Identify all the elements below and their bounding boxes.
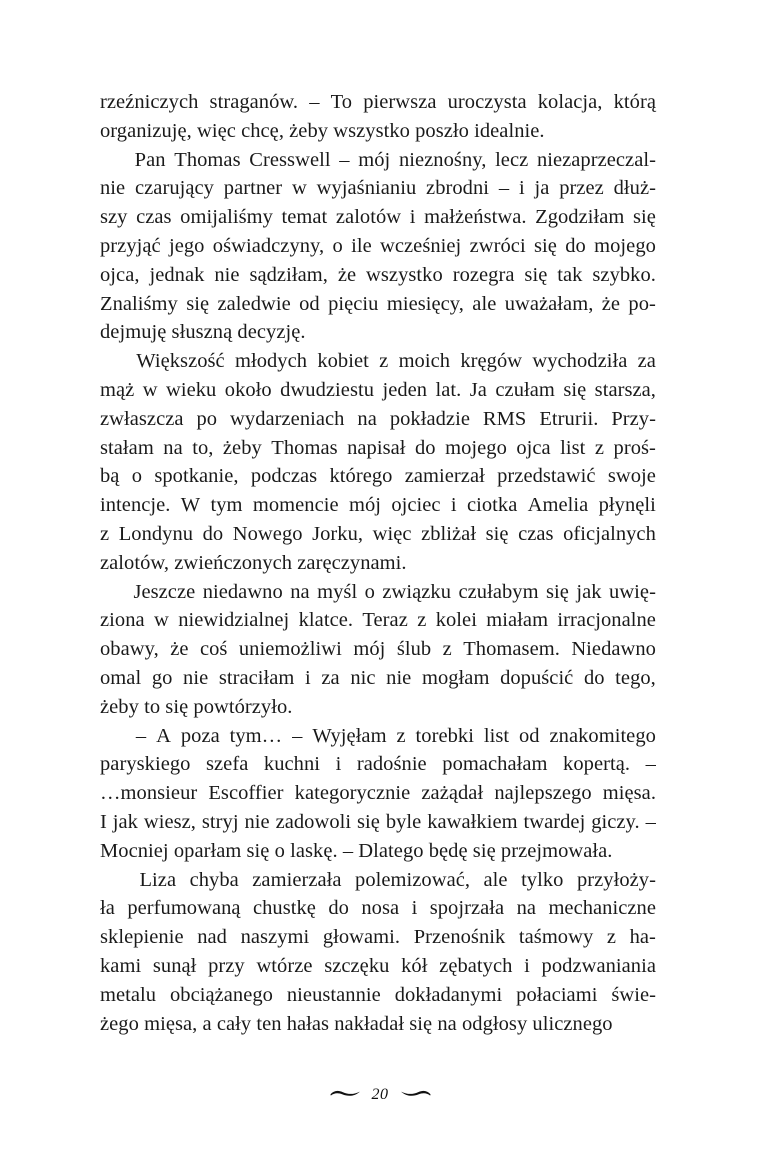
word: sunął (152, 954, 197, 977)
wave-swash-ornament-right (398, 1086, 432, 1104)
word: zadowoli (275, 810, 352, 833)
word: stałam (100, 436, 154, 459)
word: którego (329, 465, 393, 488)
word: przyjąć (100, 234, 161, 257)
text-line (100, 952, 656, 981)
word: ja (534, 177, 550, 200)
word: ziona (100, 609, 145, 632)
word: znakomitego (549, 724, 656, 747)
word: Escoffier (208, 782, 284, 805)
word: miałam (486, 609, 549, 632)
word: płynęli (598, 494, 656, 517)
word: i (335, 753, 342, 776)
word: na (163, 436, 183, 459)
word: zwłaszcza (100, 407, 184, 430)
word: od (299, 292, 320, 315)
text-line (100, 232, 656, 261)
text-line (100, 578, 656, 607)
word: radośnie (356, 753, 427, 776)
word: po- (628, 292, 656, 315)
word: taśmowy (518, 926, 594, 949)
word: i (450, 494, 457, 517)
text-line (100, 635, 656, 664)
word: mogłam (421, 666, 490, 689)
word: ale (483, 868, 508, 891)
word: Zgodziłam (535, 206, 625, 229)
word: ha- (629, 926, 656, 949)
word: się (524, 263, 548, 286)
word: kategorycznie (294, 782, 411, 805)
word: dokładanymi (394, 983, 503, 1006)
word: Thomasem. (463, 638, 560, 661)
word: i (305, 666, 311, 689)
word: zbliżał (421, 522, 477, 545)
paragraph-indent (100, 578, 126, 607)
word: na (357, 407, 377, 430)
word: z (396, 724, 406, 747)
word: Przy- (611, 407, 656, 430)
text-line (100, 779, 656, 808)
word: od (519, 724, 540, 747)
word: wiesz, (143, 810, 196, 833)
word: Londynu (118, 522, 194, 545)
word: się (186, 292, 210, 315)
word: byle (385, 810, 422, 833)
word: wydarzeniach (230, 407, 345, 430)
word: straciłam (218, 666, 295, 689)
word: jak (576, 580, 602, 603)
word: świe- (611, 983, 656, 1006)
word: list (483, 724, 510, 747)
word: w (291, 177, 307, 200)
page-footer-folio (0, 1086, 760, 1104)
word: intencje. (100, 494, 171, 517)
word: młodych (234, 350, 308, 373)
word: Thomas (271, 436, 338, 459)
word: kami (100, 954, 142, 977)
word: To (330, 91, 353, 113)
word: W (180, 494, 201, 517)
word: nie (100, 177, 126, 200)
word: którą (613, 91, 656, 113)
text-line: Mocniej oparłam się o laskę. – Dlatego będę się przejmowała. (100, 839, 613, 862)
text-line (100, 722, 656, 751)
word: – (645, 753, 656, 776)
word: …monsieur (100, 782, 198, 805)
word: klatce. (298, 609, 354, 632)
word: kręgów (460, 350, 523, 373)
word: Wyjęłam (312, 724, 387, 747)
word: z (379, 350, 389, 373)
word: omal (100, 666, 142, 689)
word: kawałkiem (427, 810, 518, 833)
word: ślub (396, 638, 432, 661)
word: zbrodni (426, 177, 490, 200)
word: naszymi (240, 926, 310, 949)
word: nie (386, 666, 412, 689)
word: o (131, 465, 143, 488)
word: tym (210, 494, 243, 517)
word: pięciu (328, 292, 379, 315)
word: miesięcy, (386, 292, 464, 315)
word: poza (180, 724, 220, 747)
page-number: 20 (371, 1085, 389, 1103)
text-line (100, 376, 656, 405)
word: zalotów (335, 206, 402, 229)
word: się (357, 810, 380, 833)
word: mój (358, 148, 391, 171)
paragraph (100, 578, 656, 722)
word: do (202, 522, 224, 545)
text-line (100, 808, 656, 837)
word: obciążanego (169, 983, 273, 1006)
word: bą (100, 465, 120, 488)
paragraph-indent (100, 347, 126, 376)
word: rzeźniczych (100, 91, 199, 113)
word: Amelia (527, 494, 589, 517)
text-line (100, 491, 656, 520)
word: szy (100, 206, 128, 229)
word: twardej (523, 810, 586, 833)
word: momencie (252, 494, 339, 517)
word: kobiet (317, 350, 369, 373)
word: Niedawno (571, 638, 656, 661)
word: z (417, 609, 427, 632)
word: ojca, (100, 263, 140, 286)
word: – (292, 724, 303, 747)
word: I (100, 810, 107, 833)
word: głowami. (322, 926, 401, 949)
text-line: żego mięsa, a cały ten hałas nakładał się na odgłosy ulicznego (100, 1012, 613, 1035)
word: i (411, 897, 418, 920)
word: ile (351, 234, 372, 257)
word: połaciami (516, 983, 598, 1006)
paragraph-indent (100, 146, 126, 175)
word: kolei (435, 609, 477, 632)
word: nic (350, 666, 376, 689)
word: wychodziła (532, 350, 628, 373)
word: go (151, 666, 173, 689)
word: nieustannie (286, 983, 381, 1006)
word: przez (559, 177, 604, 200)
word: wtórze (256, 954, 313, 977)
word: coś (199, 638, 228, 661)
text-line (100, 261, 656, 290)
word: rozegra (452, 263, 515, 286)
word: uwię- (609, 580, 656, 603)
word: mojego (594, 234, 656, 257)
word: dwudziestu (280, 378, 375, 401)
word: straganów. (209, 91, 299, 113)
word: kolacja, (537, 91, 603, 113)
word: mechaniczne (548, 897, 656, 920)
word: na (516, 897, 537, 920)
word: spojrzała (429, 897, 505, 920)
word: perfumowaną (127, 897, 241, 920)
word: irracjonalne (557, 609, 656, 632)
word: wieku (166, 378, 217, 401)
word: sądziłam, (249, 263, 328, 286)
word: Przenośnik (413, 926, 506, 949)
word: lat. (435, 378, 462, 401)
word: tego, (615, 666, 656, 689)
text-line: dejmuję słuszną decyzję. (100, 321, 306, 344)
word: o (364, 580, 375, 603)
word: Thomas (174, 148, 241, 171)
word: w (154, 609, 169, 632)
word: oświadczyny, (212, 234, 325, 257)
paragraph (100, 722, 656, 866)
word: niewidzialnej (178, 609, 290, 632)
text-line (100, 664, 656, 693)
text-line (100, 174, 656, 203)
word: kopertą. (563, 753, 631, 776)
word: jeden (382, 378, 428, 401)
word: mąż (100, 378, 135, 401)
word: i (524, 954, 530, 977)
word: paryskiego (100, 753, 191, 776)
paragraph-indent (100, 866, 126, 895)
word: zamierzał (404, 465, 485, 488)
word: zwróci (469, 234, 526, 257)
word: z (606, 926, 617, 949)
word: z (100, 522, 110, 545)
word: stryj (201, 810, 239, 833)
word: że (601, 292, 621, 315)
word: podczas (250, 465, 318, 488)
text-line (100, 146, 656, 175)
paragraph (100, 347, 656, 577)
word: polemizować, (355, 868, 471, 891)
word: giczy. (591, 810, 640, 833)
text-line (100, 290, 656, 319)
word: omijaliśmy (180, 206, 273, 229)
wave-swash-ornament-left (329, 1086, 363, 1104)
word: chyba (189, 868, 239, 891)
word: i (518, 177, 525, 200)
word: tak (557, 263, 583, 286)
word: Teraz (362, 609, 408, 632)
word: że (170, 638, 189, 661)
word: szczęku (324, 954, 390, 977)
word: ojciec (391, 494, 441, 517)
word: niedawno (202, 580, 283, 603)
word: – (339, 148, 350, 171)
word: ciotka (466, 494, 518, 517)
paragraph (100, 866, 656, 1039)
word: Etrurii. (539, 407, 599, 430)
text-line (100, 405, 656, 434)
word: pierwsza (363, 91, 437, 113)
word: nieznośny, (398, 148, 487, 171)
word: czułam (495, 378, 555, 401)
word: wcześniej (380, 234, 462, 257)
word: czas (518, 522, 554, 545)
word: Jorku, (312, 522, 364, 545)
word: podzwaniania (541, 954, 656, 977)
word: uważałam, (504, 292, 594, 315)
word: się (546, 580, 569, 603)
text-line (100, 866, 656, 895)
word: swoje (607, 465, 656, 488)
word: wszystko (366, 263, 443, 286)
word: niezaprzeczal- (536, 148, 656, 171)
word: o (332, 234, 343, 257)
word: Pan (134, 148, 166, 171)
word: Jeszcze (133, 580, 196, 603)
word: przy (208, 954, 245, 977)
word: tym… (229, 724, 283, 747)
word: pokładzie (389, 407, 470, 430)
word: Większość (136, 350, 225, 373)
word: RMS (482, 407, 527, 430)
word: nie (183, 666, 209, 689)
word: – (645, 810, 656, 833)
word: czas (136, 206, 172, 229)
word: po (196, 407, 218, 430)
word: ale (472, 292, 497, 315)
word: moich (398, 350, 451, 373)
text-line (100, 203, 656, 232)
word: do (415, 436, 436, 459)
word: żeby (222, 436, 262, 459)
word: nosa (361, 897, 400, 920)
word: myśl (317, 580, 358, 603)
word: się (632, 206, 656, 229)
word: dłuż- (613, 177, 656, 200)
word: się (533, 234, 557, 257)
text-line (100, 88, 656, 117)
paragraph (100, 146, 656, 348)
word: metalu (100, 983, 157, 1006)
word: jednak (149, 263, 205, 286)
word: za (637, 350, 656, 373)
word: – (135, 724, 147, 747)
word: więc (372, 522, 412, 545)
word: lecz (495, 148, 529, 171)
word: na (290, 580, 310, 603)
word: tylko (521, 868, 564, 891)
word: za (321, 666, 340, 689)
text-line: organizuję, więc chcę, żeby wszystko poszło idealnie. (100, 119, 545, 142)
word: nie (214, 263, 240, 286)
word: szefa (206, 753, 249, 776)
word: małżeństwa. (424, 206, 527, 229)
word: nie (244, 810, 270, 833)
word: wyjaśnianiu (316, 177, 417, 200)
word: torebki (415, 724, 474, 747)
text-line (100, 347, 656, 376)
word: Cresswell (249, 148, 331, 171)
word: jak (112, 810, 138, 833)
paragraph (100, 88, 656, 146)
word: Nowego (232, 522, 303, 545)
word: że (337, 263, 357, 286)
word: w (142, 378, 158, 401)
word: napisał (347, 436, 406, 459)
word: kół (401, 954, 428, 977)
word: i (409, 206, 416, 229)
word: spotkanie, (154, 465, 239, 488)
word: mój (353, 638, 386, 661)
word: przyłoży- (576, 868, 656, 891)
word: przedstawić (497, 465, 596, 488)
word: Ja (469, 378, 487, 401)
word: – (498, 177, 510, 200)
word: czułabym (458, 580, 539, 603)
text-line: żeby to się powtórzyło. (100, 695, 293, 718)
word: to, (192, 436, 214, 459)
word: zamierzała (252, 868, 342, 891)
word: szybko. (592, 263, 656, 286)
word: do (328, 897, 349, 920)
word: dopuścić (500, 666, 574, 689)
text-line: zalotów, zwieńczonych zaręczynami. (100, 551, 407, 574)
word: z (594, 436, 605, 459)
word: uniemożliwi (238, 638, 342, 661)
word: – (309, 91, 320, 113)
word: partner (223, 177, 283, 200)
text-line (100, 520, 656, 549)
word: pomachałam (442, 753, 548, 776)
word: jego (168, 234, 205, 257)
word: starsza, (594, 378, 656, 401)
word: zębatych (439, 954, 513, 977)
paragraph-indent (100, 722, 126, 751)
word: związku (382, 580, 452, 603)
text-line (100, 894, 656, 923)
word: zażądał (421, 782, 484, 805)
word: sklepienie (100, 926, 184, 949)
word: oficjalnych (563, 522, 656, 545)
word: około (224, 378, 272, 401)
word: obawy, (100, 638, 159, 661)
word: mój (348, 494, 382, 517)
word: mięsa. (602, 782, 656, 805)
word: do (583, 666, 605, 689)
word: proś- (613, 436, 656, 459)
text-line (100, 462, 656, 491)
word: ła (100, 897, 115, 920)
word: się (485, 522, 509, 545)
word: czarujący (135, 177, 214, 200)
word: temat (281, 206, 328, 229)
word: A (156, 724, 171, 747)
text-line (100, 923, 656, 952)
word: zaledwie (217, 292, 291, 315)
page-text-block (100, 88, 656, 1038)
word: do (565, 234, 586, 257)
text-line (100, 606, 656, 635)
word: ojca (516, 436, 551, 459)
word: kuchni (263, 753, 321, 776)
text-line (100, 981, 656, 1010)
word: z (442, 638, 452, 661)
word: nad (197, 926, 227, 949)
text-line (100, 750, 656, 779)
word: mojego (445, 436, 507, 459)
word: Liza (139, 868, 177, 891)
word: się (563, 378, 587, 401)
word: chustkę (252, 897, 316, 920)
word: list (560, 436, 586, 459)
text-line (100, 434, 656, 463)
word: uroczysta (447, 91, 527, 113)
word: Znaliśmy (100, 292, 178, 315)
word: najlepszego (494, 782, 592, 805)
